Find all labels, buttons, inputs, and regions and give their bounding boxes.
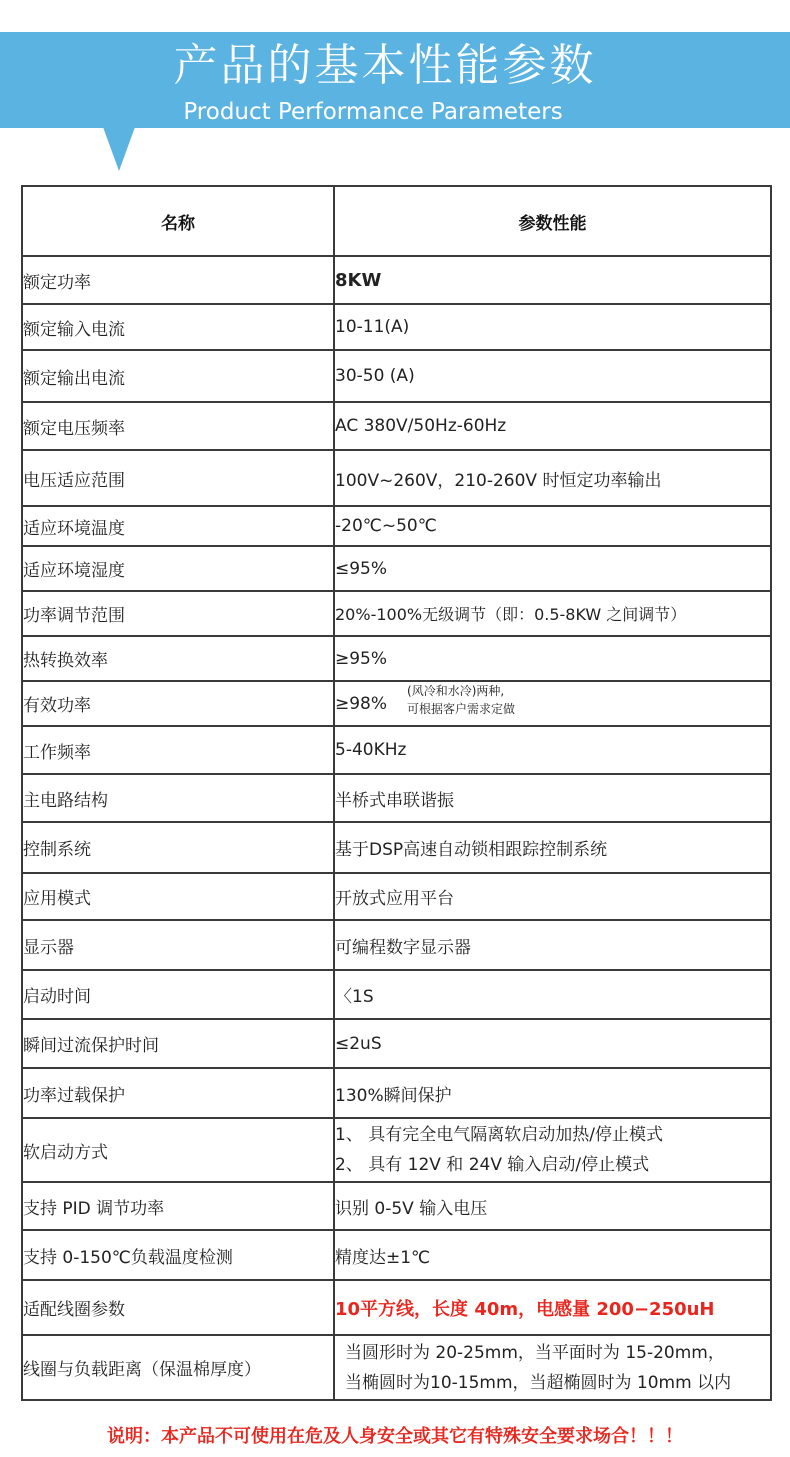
- param-value-line: 当圆形时为 20-25mm，当平面时为 15-20mm，: [345, 1342, 725, 1363]
- param-name: 软启动方式: [22, 1118, 334, 1182]
- table-row: [22, 1068, 771, 1118]
- table-row: [22, 1118, 771, 1182]
- param-value-cell: [334, 1118, 771, 1182]
- param-value-cell: [334, 681, 771, 726]
- param-value: 5-40KHz: [334, 726, 771, 774]
- table-row: [22, 506, 771, 546]
- table-row: [22, 450, 771, 506]
- param-note-line: (风冷和水冷)两种,: [407, 683, 505, 698]
- table-row: [22, 546, 771, 591]
- table-row: [22, 591, 771, 636]
- table-row: [22, 774, 771, 822]
- param-value-line: 当椭圆时为10-15mm，当超椭圆时为 10mm 以内: [345, 1372, 732, 1393]
- param-value: 20%-100%无级调节（即：0.5-8KW 之间调节）: [334, 591, 771, 636]
- param-value: 开放式应用平台: [334, 873, 771, 920]
- param-value-cell: [334, 1335, 771, 1400]
- column-header-name: 名称: [22, 186, 334, 256]
- param-name: 额定电压频率: [22, 402, 334, 450]
- table-row: [22, 1335, 771, 1400]
- table-row: [22, 1182, 771, 1230]
- param-value: 10平方线，长度 40m，电感量 200−250uH: [334, 1280, 771, 1335]
- param-value: ≤2uS: [334, 1019, 771, 1068]
- column-header-value: 参数性能: [334, 186, 771, 256]
- param-value: 130%瞬间保护: [334, 1068, 771, 1118]
- param-name: 功率调节范围: [22, 591, 334, 636]
- param-name: 适应环境温度: [22, 506, 334, 546]
- param-value: 〈1S: [334, 970, 771, 1019]
- param-name: 线圈与负载距离（保温棉厚度）: [22, 1335, 334, 1400]
- table-row: [22, 873, 771, 920]
- table-row: [22, 681, 771, 726]
- param-name: 有效功率: [22, 681, 334, 726]
- table-row: [22, 636, 771, 681]
- param-value: ≥95%: [334, 636, 771, 681]
- param-value-line: 2、 具有 12V 和 24V 输入启动/停止模式: [335, 1155, 650, 1175]
- param-name: 热转换效率: [22, 636, 334, 681]
- param-name: 额定输出电流: [22, 350, 334, 402]
- param-name: 应用模式: [22, 873, 334, 920]
- param-value: ≥98%: [335, 693, 388, 714]
- param-name: 显示器: [22, 920, 334, 970]
- param-value: 8KW: [334, 256, 771, 304]
- param-value: 100V~260V，210-260V 时恒定功率输出: [334, 450, 771, 506]
- table-row: [22, 1280, 771, 1335]
- table-row: [22, 304, 771, 350]
- table-row: [22, 256, 771, 304]
- param-name: 功率过载保护: [22, 1068, 334, 1118]
- param-name: 控制系统: [22, 822, 334, 873]
- param-value: 基于DSP高速自动锁相跟踪控制系统: [334, 822, 771, 873]
- parameters-table: [21, 185, 772, 1401]
- param-name: 适配线圈参数: [22, 1280, 334, 1335]
- table-row: [22, 726, 771, 774]
- param-value: 精度达±1℃: [334, 1230, 771, 1280]
- param-value: ≤95%: [334, 546, 771, 591]
- banner-pointer: [103, 127, 135, 171]
- param-name: 工作频率: [22, 726, 334, 774]
- param-value: 识别 0-5V 输入电压: [334, 1182, 771, 1230]
- page-subtitle: Product Performance Parameters: [183, 99, 563, 125]
- param-name: 主电路结构: [22, 774, 334, 822]
- table-row: [22, 1230, 771, 1280]
- param-value: 10-11(A): [334, 304, 771, 350]
- param-value: 半桥式串联谐振: [334, 774, 771, 822]
- param-name: 适应环境湿度: [22, 546, 334, 591]
- table-row: [22, 822, 771, 873]
- table-header-row: [22, 186, 771, 256]
- param-note-line: 可根据客户需求定做: [407, 701, 516, 716]
- param-name: 电压适应范围: [22, 450, 334, 506]
- param-name: 支持 0-150℃负载温度检测: [22, 1230, 334, 1280]
- param-value: 可编程数字显示器: [334, 920, 771, 970]
- table-row: [22, 970, 771, 1019]
- param-name: 瞬间过流保护时间: [22, 1019, 334, 1068]
- table-row: [22, 402, 771, 450]
- param-value: AC 380V/50Hz-60Hz: [334, 402, 771, 450]
- param-value-line: 1、 具有完全电气隔离软启动加热/停止模式: [335, 1125, 663, 1145]
- param-name: 启动时间: [22, 970, 334, 1019]
- param-name: 额定功率: [22, 256, 334, 304]
- param-name: 支持 PID 调节功率: [22, 1182, 334, 1230]
- param-value: 30-50 (A): [334, 350, 771, 402]
- param-name: 额定输入电流: [22, 304, 334, 350]
- table-row: [22, 350, 771, 402]
- table-row: [22, 920, 771, 970]
- param-note: [407, 682, 515, 718]
- page-title: 产品的基本性能参数: [173, 40, 597, 91]
- table-row: [22, 1019, 771, 1068]
- safety-notice: 说明：本产品不可使用在危及人身安全或其它有特殊安全要求场合！！！: [107, 1426, 683, 1447]
- param-value: -20℃~50℃: [334, 506, 771, 546]
